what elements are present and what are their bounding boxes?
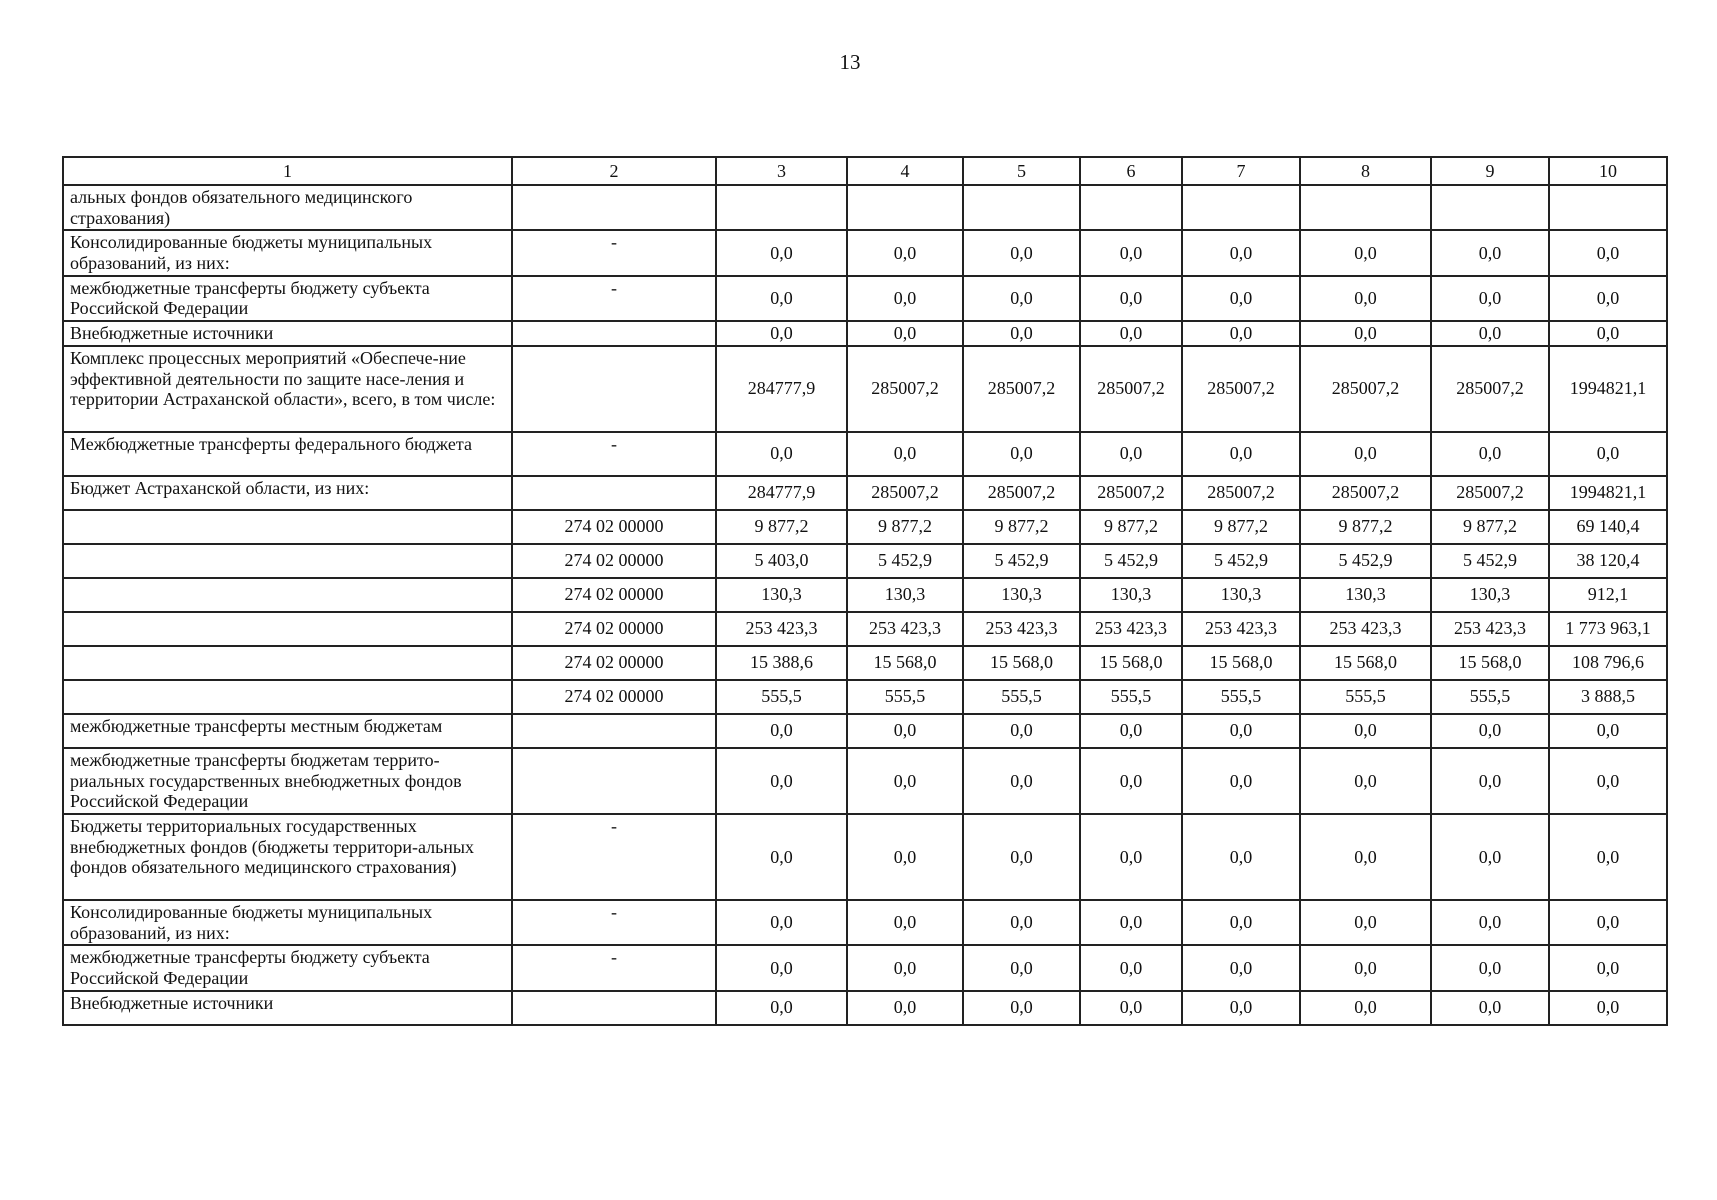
value-cell: 0,0 bbox=[1549, 321, 1667, 346]
value-cell: 253 423,3 bbox=[847, 612, 963, 646]
value-cell: 0,0 bbox=[1182, 945, 1300, 990]
row-name-cell: Консолидированные бюджеты муниципальных образований, из них: bbox=[63, 900, 512, 945]
value-cell: 0,0 bbox=[1080, 432, 1182, 476]
row-code-cell bbox=[512, 748, 716, 814]
value-cell: 0,0 bbox=[963, 991, 1080, 1025]
value-cell: 253 423,3 bbox=[1080, 612, 1182, 646]
row-code-cell: - bbox=[512, 432, 716, 476]
table-row bbox=[63, 544, 1667, 578]
row-name-cell bbox=[63, 646, 512, 680]
value-cell: 285007,2 bbox=[1300, 476, 1431, 510]
row-name-cell: межбюджетные трансферты бюджетам террито-риальных государственных внебюджетных фондов Российской Федерации bbox=[63, 748, 512, 814]
value-cell: 0,0 bbox=[1300, 945, 1431, 990]
table-row bbox=[63, 646, 1667, 680]
value-cell: 0,0 bbox=[1431, 432, 1549, 476]
value-cell: 0,0 bbox=[1549, 991, 1667, 1025]
value-cell: 0,0 bbox=[963, 321, 1080, 346]
row-code-cell: 274 02 00000 bbox=[512, 612, 716, 646]
value-cell: 0,0 bbox=[1549, 945, 1667, 990]
value-cell: 0,0 bbox=[1549, 748, 1667, 814]
table-row bbox=[63, 346, 1667, 432]
value-cell: 253 423,3 bbox=[1431, 612, 1549, 646]
value-cell: 3 888,5 bbox=[1549, 680, 1667, 714]
value-cell: 555,5 bbox=[1300, 680, 1431, 714]
value-cell: 5 452,9 bbox=[963, 544, 1080, 578]
value-cell: 9 877,2 bbox=[847, 510, 963, 544]
table-row bbox=[63, 578, 1667, 612]
value-cell: 0,0 bbox=[1182, 321, 1300, 346]
value-cell: 285007,2 bbox=[1080, 476, 1182, 510]
value-cell: 285007,2 bbox=[1080, 346, 1182, 432]
value-cell: 130,3 bbox=[1080, 578, 1182, 612]
value-cell: 9 877,2 bbox=[963, 510, 1080, 544]
value-cell: 284777,9 bbox=[716, 476, 847, 510]
value-cell: 0,0 bbox=[847, 321, 963, 346]
value-cell: 0,0 bbox=[1431, 945, 1549, 990]
value-cell bbox=[1549, 185, 1667, 230]
value-cell: 555,5 bbox=[716, 680, 847, 714]
value-cell: 15 568,0 bbox=[963, 646, 1080, 680]
row-name-cell bbox=[63, 680, 512, 714]
value-cell: 38 120,4 bbox=[1549, 544, 1667, 578]
value-cell: 0,0 bbox=[1431, 714, 1549, 748]
value-cell: 0,0 bbox=[1549, 230, 1667, 275]
value-cell: 0,0 bbox=[1300, 748, 1431, 814]
table-row bbox=[63, 612, 1667, 646]
value-cell: 130,3 bbox=[847, 578, 963, 612]
value-cell: 5 403,0 bbox=[716, 544, 847, 578]
row-name-cell: межбюджетные трансферты бюджету субъекта Российской Федерации bbox=[63, 945, 512, 990]
value-cell: 130,3 bbox=[1300, 578, 1431, 612]
value-cell: 0,0 bbox=[963, 432, 1080, 476]
row-name-cell: межбюджетные трансферты бюджету субъекта Российской Федерации bbox=[63, 276, 512, 321]
value-cell: 0,0 bbox=[716, 748, 847, 814]
value-cell: 285007,2 bbox=[963, 346, 1080, 432]
value-cell: 15 568,0 bbox=[1300, 646, 1431, 680]
value-cell: 0,0 bbox=[1080, 714, 1182, 748]
column-header: 7 bbox=[1182, 157, 1300, 185]
value-cell: 285007,2 bbox=[1182, 346, 1300, 432]
value-cell: 285007,2 bbox=[1431, 346, 1549, 432]
value-cell: 9 877,2 bbox=[716, 510, 847, 544]
value-cell: 0,0 bbox=[716, 991, 847, 1025]
table-row bbox=[63, 510, 1667, 544]
value-cell: 0,0 bbox=[716, 321, 847, 346]
value-cell: 0,0 bbox=[716, 714, 847, 748]
row-name-cell bbox=[63, 578, 512, 612]
value-cell: 912,1 bbox=[1549, 578, 1667, 612]
value-cell: 253 423,3 bbox=[1300, 612, 1431, 646]
value-cell: 5 452,9 bbox=[1431, 544, 1549, 578]
value-cell: 253 423,3 bbox=[963, 612, 1080, 646]
value-cell bbox=[1182, 185, 1300, 230]
value-cell: 253 423,3 bbox=[716, 612, 847, 646]
column-header: 3 bbox=[716, 157, 847, 185]
table-row bbox=[63, 476, 1667, 510]
row-code-cell bbox=[512, 185, 716, 230]
budget-table bbox=[62, 156, 1668, 1026]
value-cell bbox=[847, 185, 963, 230]
value-cell: 0,0 bbox=[1182, 991, 1300, 1025]
row-name-cell: Межбюджетные трансферты федерального бюджета bbox=[63, 432, 512, 476]
row-code-cell bbox=[512, 321, 716, 346]
value-cell: 0,0 bbox=[1080, 748, 1182, 814]
value-cell: 285007,2 bbox=[963, 476, 1080, 510]
row-code-cell: - bbox=[512, 814, 716, 900]
value-cell: 0,0 bbox=[1300, 714, 1431, 748]
value-cell: 9 877,2 bbox=[1182, 510, 1300, 544]
value-cell: 0,0 bbox=[1080, 991, 1182, 1025]
value-cell: 0,0 bbox=[1080, 814, 1182, 900]
value-cell: 0,0 bbox=[963, 230, 1080, 275]
table-row bbox=[63, 714, 1667, 748]
value-cell: 0,0 bbox=[1080, 945, 1182, 990]
value-cell: 5 452,9 bbox=[1182, 544, 1300, 578]
value-cell: 555,5 bbox=[1431, 680, 1549, 714]
value-cell: 0,0 bbox=[1431, 230, 1549, 275]
value-cell: 0,0 bbox=[847, 230, 963, 275]
value-cell: 5 452,9 bbox=[1300, 544, 1431, 578]
value-cell: 0,0 bbox=[716, 230, 847, 275]
value-cell: 0,0 bbox=[1431, 991, 1549, 1025]
value-cell: 0,0 bbox=[1431, 276, 1549, 321]
value-cell: 9 877,2 bbox=[1080, 510, 1182, 544]
table-row bbox=[63, 230, 1667, 275]
value-cell: 130,3 bbox=[716, 578, 847, 612]
value-cell: 0,0 bbox=[963, 748, 1080, 814]
table-row bbox=[63, 185, 1667, 230]
value-cell: 555,5 bbox=[963, 680, 1080, 714]
value-cell: 0,0 bbox=[1182, 900, 1300, 945]
value-cell: 0,0 bbox=[963, 814, 1080, 900]
value-cell: 0,0 bbox=[716, 900, 847, 945]
value-cell: 555,5 bbox=[1182, 680, 1300, 714]
value-cell bbox=[1300, 185, 1431, 230]
row-code-cell bbox=[512, 714, 716, 748]
column-header: 1 bbox=[63, 157, 512, 185]
value-cell: 130,3 bbox=[963, 578, 1080, 612]
value-cell: 0,0 bbox=[963, 900, 1080, 945]
value-cell: 0,0 bbox=[1431, 748, 1549, 814]
value-cell: 9 877,2 bbox=[1431, 510, 1549, 544]
row-name-cell: альных фондов обязательного медицинского страхования) bbox=[63, 185, 512, 230]
value-cell: 5 452,9 bbox=[1080, 544, 1182, 578]
value-cell: 1 773 963,1 bbox=[1549, 612, 1667, 646]
value-cell: 0,0 bbox=[1300, 321, 1431, 346]
value-cell: 0,0 bbox=[1300, 276, 1431, 321]
value-cell: 5 452,9 bbox=[847, 544, 963, 578]
value-cell: 1994821,1 bbox=[1549, 476, 1667, 510]
value-cell: 0,0 bbox=[1182, 276, 1300, 321]
value-cell: 0,0 bbox=[1431, 321, 1549, 346]
row-code-cell bbox=[512, 991, 716, 1025]
value-cell: 15 568,0 bbox=[847, 646, 963, 680]
value-cell: 0,0 bbox=[847, 945, 963, 990]
row-name-cell: Бюджеты территориальных государственных внебюджетных фондов (бюджеты территори-альных фондов обязательного медицинского страхования) bbox=[63, 814, 512, 900]
row-name-cell bbox=[63, 612, 512, 646]
column-header: 8 bbox=[1300, 157, 1431, 185]
value-cell: 0,0 bbox=[1300, 432, 1431, 476]
row-name-cell: Внебюджетные источники bbox=[63, 991, 512, 1025]
value-cell bbox=[716, 185, 847, 230]
value-cell: 0,0 bbox=[847, 748, 963, 814]
row-name-cell bbox=[63, 510, 512, 544]
column-header: 2 bbox=[512, 157, 716, 185]
value-cell: 0,0 bbox=[1300, 991, 1431, 1025]
table-row bbox=[63, 748, 1667, 814]
value-cell: 0,0 bbox=[1182, 714, 1300, 748]
value-cell: 0,0 bbox=[1080, 321, 1182, 346]
row-code-cell bbox=[512, 346, 716, 432]
value-cell: 0,0 bbox=[963, 945, 1080, 990]
table-row bbox=[63, 814, 1667, 900]
table-row bbox=[63, 321, 1667, 346]
value-cell: 0,0 bbox=[716, 276, 847, 321]
column-header: 5 bbox=[963, 157, 1080, 185]
table-row bbox=[63, 900, 1667, 945]
row-name-cell: Комплекс процессных мероприятий «Обеспече-ние эффективной деятельности по защите насе-ления и территории Астраханской области», всего, в том числе: bbox=[63, 346, 512, 432]
value-cell: 0,0 bbox=[716, 814, 847, 900]
row-name-cell bbox=[63, 544, 512, 578]
value-cell: 0,0 bbox=[847, 814, 963, 900]
table-row bbox=[63, 991, 1667, 1025]
column-header: 4 bbox=[847, 157, 963, 185]
value-cell: 130,3 bbox=[1431, 578, 1549, 612]
row-code-cell: - bbox=[512, 900, 716, 945]
value-cell: 0,0 bbox=[1182, 814, 1300, 900]
value-cell: 0,0 bbox=[1182, 432, 1300, 476]
row-name-cell: межбюджетные трансферты местным бюджетам bbox=[63, 714, 512, 748]
value-cell: 0,0 bbox=[1182, 748, 1300, 814]
value-cell: 0,0 bbox=[1080, 276, 1182, 321]
value-cell: 285007,2 bbox=[847, 476, 963, 510]
row-code-cell: 274 02 00000 bbox=[512, 544, 716, 578]
value-cell: 0,0 bbox=[716, 945, 847, 990]
value-cell: 0,0 bbox=[716, 432, 847, 476]
header-row bbox=[63, 157, 1667, 185]
table-row bbox=[63, 432, 1667, 476]
value-cell: 0,0 bbox=[1549, 814, 1667, 900]
value-cell: 15 568,0 bbox=[1080, 646, 1182, 680]
row-code-cell bbox=[512, 476, 716, 510]
value-cell: 0,0 bbox=[1549, 276, 1667, 321]
value-cell: 9 877,2 bbox=[1300, 510, 1431, 544]
row-code-cell: 274 02 00000 bbox=[512, 680, 716, 714]
value-cell bbox=[963, 185, 1080, 230]
value-cell: 253 423,3 bbox=[1182, 612, 1300, 646]
value-cell: 555,5 bbox=[1080, 680, 1182, 714]
value-cell: 15 388,6 bbox=[716, 646, 847, 680]
row-code-cell: - bbox=[512, 276, 716, 321]
value-cell: 285007,2 bbox=[1431, 476, 1549, 510]
page-number: 13 bbox=[839, 50, 861, 74]
row-code-cell: 274 02 00000 bbox=[512, 510, 716, 544]
value-cell: 0,0 bbox=[847, 900, 963, 945]
value-cell: 0,0 bbox=[1431, 814, 1549, 900]
value-cell: 285007,2 bbox=[1300, 346, 1431, 432]
row-code-cell: - bbox=[512, 945, 716, 990]
row-code-cell: 274 02 00000 bbox=[512, 646, 716, 680]
value-cell: 0,0 bbox=[847, 432, 963, 476]
value-cell: 0,0 bbox=[847, 714, 963, 748]
value-cell: 0,0 bbox=[847, 991, 963, 1025]
value-cell: 1994821,1 bbox=[1549, 346, 1667, 432]
table-body bbox=[63, 185, 1667, 1025]
value-cell: 69 140,4 bbox=[1549, 510, 1667, 544]
value-cell: 0,0 bbox=[1549, 432, 1667, 476]
table-row bbox=[63, 276, 1667, 321]
value-cell: 284777,9 bbox=[716, 346, 847, 432]
value-cell: 0,0 bbox=[1300, 230, 1431, 275]
value-cell: 0,0 bbox=[1549, 900, 1667, 945]
value-cell: 0,0 bbox=[1549, 714, 1667, 748]
table-row bbox=[63, 945, 1667, 990]
value-cell: 0,0 bbox=[1300, 814, 1431, 900]
value-cell: 555,5 bbox=[847, 680, 963, 714]
row-name-cell: Консолидированные бюджеты муниципальных образований, из них: bbox=[63, 230, 512, 275]
table-row bbox=[63, 680, 1667, 714]
value-cell: 0,0 bbox=[1182, 230, 1300, 275]
row-code-cell: 274 02 00000 bbox=[512, 578, 716, 612]
value-cell bbox=[1431, 185, 1549, 230]
value-cell: 0,0 bbox=[1080, 230, 1182, 275]
value-cell: 0,0 bbox=[963, 276, 1080, 321]
column-header: 9 bbox=[1431, 157, 1549, 185]
value-cell: 0,0 bbox=[963, 714, 1080, 748]
row-name-cell: Внебюджетные источники bbox=[63, 321, 512, 346]
value-cell: 0,0 bbox=[847, 276, 963, 321]
value-cell: 108 796,6 bbox=[1549, 646, 1667, 680]
value-cell: 285007,2 bbox=[847, 346, 963, 432]
value-cell bbox=[1080, 185, 1182, 230]
value-cell: 15 568,0 bbox=[1182, 646, 1300, 680]
value-cell: 130,3 bbox=[1182, 578, 1300, 612]
value-cell: 0,0 bbox=[1431, 900, 1549, 945]
value-cell: 0,0 bbox=[1300, 900, 1431, 945]
row-code-cell: - bbox=[512, 230, 716, 275]
column-header: 6 bbox=[1080, 157, 1182, 185]
value-cell: 15 568,0 bbox=[1431, 646, 1549, 680]
row-name-cell: Бюджет Астраханской области, из них: bbox=[63, 476, 512, 510]
column-header: 10 bbox=[1549, 157, 1667, 185]
value-cell: 0,0 bbox=[1080, 900, 1182, 945]
value-cell: 285007,2 bbox=[1182, 476, 1300, 510]
